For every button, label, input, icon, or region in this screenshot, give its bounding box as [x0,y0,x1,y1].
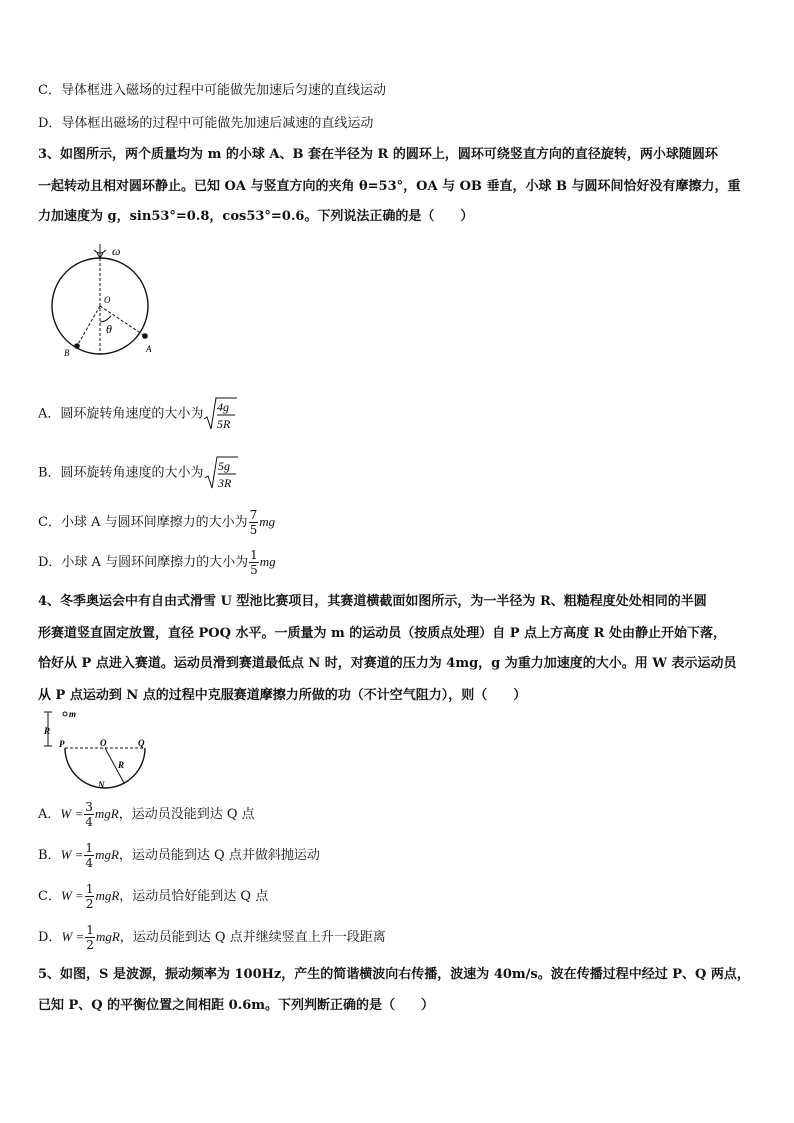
q3-option-a: A．圆环旋转角速度的大小为 4g 5R [38,395,237,433]
q5-line1: 5、如图，S 是波源，振动频率为 100Hz，产生的简谐横波向右传播，波速为 40m/s。波在传播过程中经过 P、Q 两点， [38,967,750,982]
option-c-prev: C．导体框进入磁场的过程中可能做先加速后匀速的直线运动 [38,83,386,98]
fraction-q4-c: $\frac{1}{2}$ [85,882,94,911]
b-label: B [64,348,70,358]
svg-text:4g: 4g [217,400,230,414]
radius-r-label: R [118,760,125,770]
q3-line1: 3、如图所示，两个质量均为 m 的小球 A、B 套在半径为 R 的圆环上，圆环可绕竖直方向的直径旋转，两小球随圆环 [38,147,718,162]
q4-option-b: B．W = $\frac{1}{4}$ mgR，运动员能到达 Q 点并做斜抛运动 [38,841,320,870]
fraction-c: $\frac{7}{5}$ [249,508,258,537]
theta-label: θ [106,322,112,336]
q3-line2: 一起转动且相对圆环静止。已知 OA 与竖直方向的夹角 θ=53°，OA 与 OB 垂直，小球 B 与圆环间恰好没有摩擦力，重 [38,179,741,194]
q5-line2: 已知 P、Q 的平衡位置之间相距 0.6m。下列判断正确的是（ ） [38,998,435,1013]
m-label: m [69,709,77,719]
fraction-q4-d: $\frac{1}{2}$ [86,923,94,952]
q4-line3: 恰好从 P 点进入赛道。运动员滑到赛道最低点 N 时，对赛道的压力为 4mg，g 为重力加速度的大小。用 W 表示运动员 [38,656,737,671]
fraction-q4-b: $\frac{1}{4}$ [85,841,94,870]
q4-option-a: A．W = $\frac{3}{4}$ mgR，运动员没能到达 Q 点 [38,800,255,829]
ball-a [142,333,148,339]
omega-label: ω [112,244,121,258]
o-label-q4: O [100,738,107,748]
a-label: A [146,344,152,354]
sqrt-expression-b [204,454,238,492]
option-d-prev: D．导体框出磁场的过程中可能做先加速后减速的直线运动 [38,116,374,131]
q4-line4: 从 P 点运动到 N 点的过程中克服赛道摩擦力所做的功（不计空气阻力），则（ ） [38,688,527,703]
q3-ring-figure [48,240,168,360]
q4-line1: 4、冬季奥运会中有自由式滑雪 U 型池比赛项目，其赛道横截面如图所示，为一半径为 R、粗糙程度处处相同的半圆 [38,594,707,609]
athlete-dot [63,712,67,716]
fraction-d: $\frac{1}{5}$ [250,548,258,577]
q3-line3: 力加速度为 g，sin53°=0.8，cos53°=0.6。下列说法正确的是（ ） [38,209,474,224]
svg-text:3R: 3R [217,476,231,490]
q4-option-d: D．W = $\frac{1}{2}$ mgR，运动员能到达 Q 点并继续竖直上升一段距离 [38,923,386,952]
q4-halfpipe-figure [38,708,158,792]
ball-b [74,343,80,349]
q4-line2: 形赛道竖直固定放置，直径 POQ 水平。一质量为 m 的运动员（按质点处理）自 P 点上方高度 R 处由静止开始下落， [38,626,726,641]
height-r-label: R [44,726,51,736]
o-label: O [104,295,111,305]
sqrt-expression-a [203,395,237,433]
halfpipe-track [65,748,145,788]
svg-text:5R: 5R [217,417,231,431]
p-label: P [59,739,65,749]
fraction-q4-a: $\frac{3}{4}$ [85,800,93,829]
q-label: Q [138,738,145,748]
n-label: N [98,780,105,790]
q3-option-d: D．小球 A 与圆环间摩擦力的大小为 $\frac{1}{5}$ mg [38,548,276,577]
q4-option-c: C．W = $\frac{1}{2}$ mgR，运动员恰好能到达 Q 点 [38,882,269,911]
svg-text:5g: 5g [217,459,230,473]
q3-option-b: B．圆环旋转角速度的大小为 5g 3R [38,454,238,492]
q3-option-c: C．小球 A 与圆环间摩擦力的大小为 $\frac{7}{5}$ mg [38,508,276,537]
